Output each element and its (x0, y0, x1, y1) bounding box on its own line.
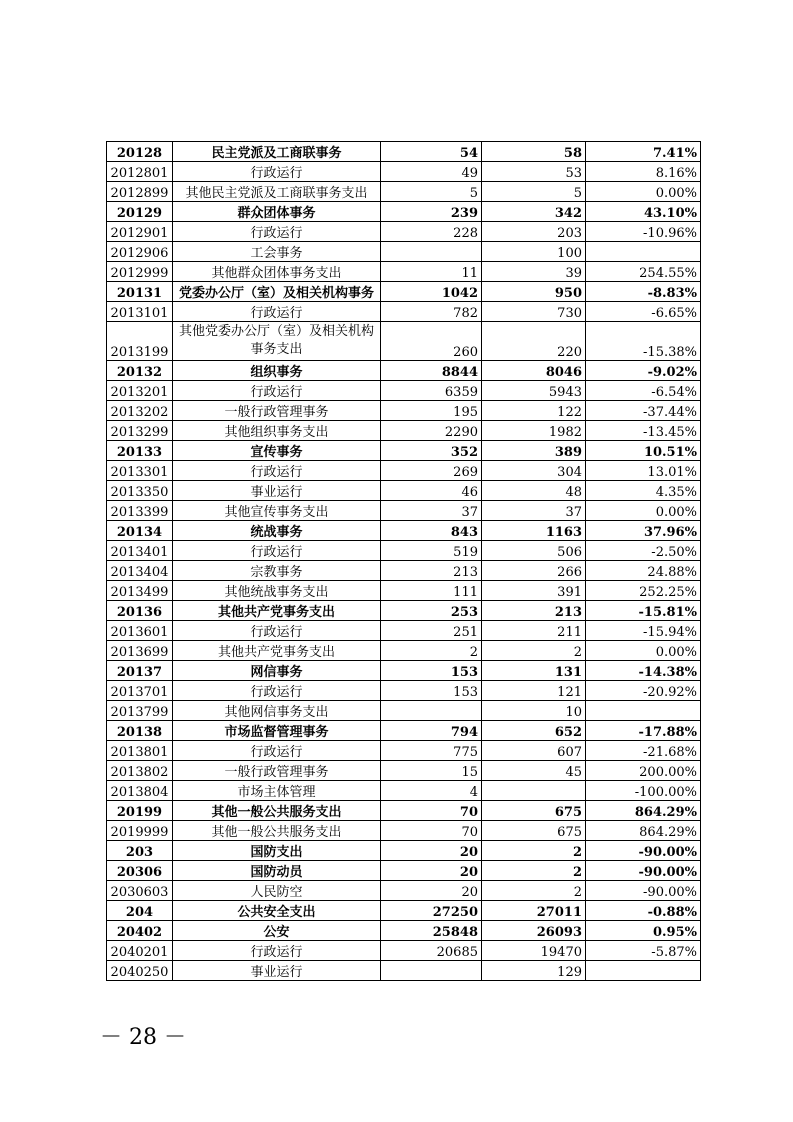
prior-amount-cell: 519 (381, 541, 482, 561)
current-amount-cell: 100 (482, 242, 586, 262)
change-rate-cell: -37.44% (586, 401, 701, 421)
subject-name-cell: 党委办公厅（室）及相关机构事务 (173, 282, 381, 302)
table-row (107, 202, 701, 222)
current-amount-cell: 389 (482, 441, 586, 461)
subject-code-cell: 20128 (107, 142, 173, 162)
current-amount-cell: 26093 (482, 921, 586, 941)
subject-name-cell: 其他党委办公厅（室）及相关机构事务支出 (173, 322, 381, 361)
change-rate-cell: -100.00% (586, 781, 701, 801)
current-amount-cell: 5 (482, 182, 586, 202)
prior-amount-cell: 11 (381, 262, 482, 282)
change-rate-cell: 254.55% (586, 262, 701, 282)
prior-amount-cell: 251 (381, 621, 482, 641)
table-row (107, 421, 701, 441)
prior-amount-cell: 37 (381, 501, 482, 521)
current-amount-cell: 652 (482, 721, 586, 741)
change-rate-cell: 864.29% (586, 801, 701, 821)
prior-amount-cell: 153 (381, 661, 482, 681)
current-amount-cell: 129 (482, 961, 586, 981)
change-rate-cell: -17.88% (586, 721, 701, 741)
table-row (107, 841, 701, 861)
subject-code-cell: 20138 (107, 721, 173, 741)
subject-code-cell: 2013299 (107, 421, 173, 441)
table-row (107, 521, 701, 541)
current-amount-cell: 2 (482, 861, 586, 881)
change-rate-cell: -90.00% (586, 881, 701, 901)
subject-code-cell: 20134 (107, 521, 173, 541)
subject-code-cell: 2013801 (107, 741, 173, 761)
prior-amount-cell: 239 (381, 202, 482, 222)
subject-code-cell: 2013301 (107, 461, 173, 481)
table-row (107, 681, 701, 701)
table-row (107, 701, 701, 721)
prior-amount-cell: 269 (381, 461, 482, 481)
change-rate-cell: -90.00% (586, 861, 701, 881)
current-amount-cell: 730 (482, 302, 586, 322)
table-row (107, 721, 701, 741)
table-row (107, 741, 701, 761)
subject-code-cell: 20133 (107, 441, 173, 461)
change-rate-cell: -9.02% (586, 361, 701, 381)
prior-amount-cell: 253 (381, 601, 482, 621)
subject-code-cell: 2013701 (107, 681, 173, 701)
subject-code-cell: 2019999 (107, 821, 173, 841)
subject-code-cell: 2013199 (107, 322, 173, 361)
change-rate-cell: -6.54% (586, 381, 701, 401)
subject-name-cell: 行政运行 (173, 162, 381, 182)
subject-code-cell: 2013101 (107, 302, 173, 322)
current-amount-cell: 2 (482, 881, 586, 901)
subject-code-cell: 20131 (107, 282, 173, 302)
change-rate-cell: -20.92% (586, 681, 701, 701)
subject-name-cell: 国防支出 (173, 841, 381, 861)
current-amount-cell: 58 (482, 142, 586, 162)
subject-name-cell: 宗教事务 (173, 561, 381, 581)
prior-amount-cell: 25848 (381, 921, 482, 941)
change-rate-cell: -15.81% (586, 601, 701, 621)
table-row (107, 461, 701, 481)
subject-code-cell: 2012899 (107, 182, 173, 202)
change-rate-cell: 0.00% (586, 501, 701, 521)
subject-code-cell: 204 (107, 901, 173, 921)
table-row (107, 621, 701, 641)
prior-amount-cell: 27250 (381, 901, 482, 921)
current-amount-cell: 27011 (482, 901, 586, 921)
change-rate-cell: 200.00% (586, 761, 701, 781)
subject-code-cell: 20129 (107, 202, 173, 222)
subject-name-cell: 工会事务 (173, 242, 381, 262)
subject-code-cell: 2013499 (107, 581, 173, 601)
change-rate-cell: -15.38% (586, 322, 701, 361)
table-row (107, 322, 701, 361)
subject-name-cell: 行政运行 (173, 741, 381, 761)
subject-name-cell: 行政运行 (173, 302, 381, 322)
current-amount-cell: 10 (482, 701, 586, 721)
current-amount-cell: 950 (482, 282, 586, 302)
change-rate-cell: -13.45% (586, 421, 701, 441)
current-amount-cell: 2 (482, 641, 586, 661)
subject-name-cell: 网信事务 (173, 661, 381, 681)
prior-amount-cell: 228 (381, 222, 482, 242)
table-row (107, 901, 701, 921)
subject-code-cell: 2012906 (107, 242, 173, 262)
change-rate-cell: -21.68% (586, 741, 701, 761)
table-row (107, 142, 701, 162)
subject-name-cell: 其他网信事务支出 (173, 701, 381, 721)
subject-name-cell: 市场主体管理 (173, 781, 381, 801)
table-row (107, 581, 701, 601)
subject-name-cell: 公安 (173, 921, 381, 941)
change-rate-cell: -14.38% (586, 661, 701, 681)
prior-amount-cell: 4 (381, 781, 482, 801)
subject-name-cell: 其他共产党事务支出 (173, 641, 381, 661)
subject-name-cell: 行政运行 (173, 381, 381, 401)
prior-amount-cell: 153 (381, 681, 482, 701)
current-amount-cell (482, 781, 586, 801)
subject-name-cell: 行政运行 (173, 681, 381, 701)
prior-amount-cell: 5 (381, 182, 482, 202)
subject-name-cell: 其他民主党派及工商联事务支出 (173, 182, 381, 202)
table-row (107, 441, 701, 461)
page-number: － 28 － (100, 1025, 186, 1050)
change-rate-cell: -5.87% (586, 941, 701, 961)
change-rate-cell: 4.35% (586, 481, 701, 501)
prior-amount-cell (381, 242, 482, 262)
table-row (107, 941, 701, 961)
subject-name-cell: 其他共产党事务支出 (173, 601, 381, 621)
subject-code-cell: 20306 (107, 861, 173, 881)
subject-code-cell: 2013201 (107, 381, 173, 401)
subject-code-cell: 2013350 (107, 481, 173, 501)
change-rate-cell: -90.00% (586, 841, 701, 861)
table-row (107, 242, 701, 262)
prior-amount-cell: 20 (381, 881, 482, 901)
prior-amount-cell: 111 (381, 581, 482, 601)
subject-name-cell: 民主党派及工商联事务 (173, 142, 381, 162)
prior-amount-cell: 54 (381, 142, 482, 162)
current-amount-cell: 675 (482, 801, 586, 821)
table-row (107, 501, 701, 521)
subject-name-cell: 行政运行 (173, 222, 381, 242)
subject-name-cell: 其他群众团体事务支出 (173, 262, 381, 282)
current-amount-cell: 607 (482, 741, 586, 761)
change-rate-cell: -10.96% (586, 222, 701, 242)
table-row (107, 601, 701, 621)
current-amount-cell: 53 (482, 162, 586, 182)
prior-amount-cell: 213 (381, 561, 482, 581)
current-amount-cell: 48 (482, 481, 586, 501)
prior-amount-cell: 15 (381, 761, 482, 781)
prior-amount-cell: 20 (381, 841, 482, 861)
subject-name-cell: 其他组织事务支出 (173, 421, 381, 441)
prior-amount-cell: 2290 (381, 421, 482, 441)
table-row (107, 361, 701, 381)
current-amount-cell: 220 (482, 322, 586, 361)
subject-name-cell: 行政运行 (173, 941, 381, 961)
prior-amount-cell: 843 (381, 521, 482, 541)
prior-amount-cell: 70 (381, 821, 482, 841)
subject-name-cell: 行政运行 (173, 541, 381, 561)
current-amount-cell: 1982 (482, 421, 586, 441)
prior-amount-cell: 8844 (381, 361, 482, 381)
subject-name-cell: 其他一般公共服务支出 (173, 801, 381, 821)
subject-code-cell: 20137 (107, 661, 173, 681)
subject-name-cell: 统战事务 (173, 521, 381, 541)
prior-amount-cell: 49 (381, 162, 482, 182)
subject-code-cell: 2013802 (107, 761, 173, 781)
table-row (107, 262, 701, 282)
prior-amount-cell (381, 701, 482, 721)
subject-name-cell: 公共安全支出 (173, 901, 381, 921)
change-rate-cell: 0.00% (586, 182, 701, 202)
prior-amount-cell (381, 961, 482, 981)
subject-code-cell: 2040250 (107, 961, 173, 981)
table-row (107, 961, 701, 981)
change-rate-cell: -0.88% (586, 901, 701, 921)
subject-name-cell: 事业运行 (173, 481, 381, 501)
change-rate-cell: -6.65% (586, 302, 701, 322)
budget-table (106, 141, 701, 981)
table-row (107, 561, 701, 581)
table-row (107, 801, 701, 821)
current-amount-cell: 2 (482, 841, 586, 861)
change-rate-cell: 7.41% (586, 142, 701, 162)
current-amount-cell: 342 (482, 202, 586, 222)
subject-code-cell: 20136 (107, 601, 173, 621)
change-rate-cell: 43.10% (586, 202, 701, 222)
current-amount-cell: 122 (482, 401, 586, 421)
change-rate-cell: 37.96% (586, 521, 701, 541)
prior-amount-cell: 20 (381, 861, 482, 881)
table-row (107, 162, 701, 182)
table-row (107, 282, 701, 302)
current-amount-cell: 45 (482, 761, 586, 781)
prior-amount-cell: 794 (381, 721, 482, 741)
current-amount-cell: 131 (482, 661, 586, 681)
table-row (107, 541, 701, 561)
subject-code-cell: 2030603 (107, 881, 173, 901)
table-row (107, 182, 701, 202)
subject-code-cell: 2012901 (107, 222, 173, 242)
change-rate-cell (586, 961, 701, 981)
current-amount-cell: 37 (482, 501, 586, 521)
table-row (107, 881, 701, 901)
change-rate-cell: 13.01% (586, 461, 701, 481)
change-rate-cell: 0.00% (586, 641, 701, 661)
current-amount-cell: 266 (482, 561, 586, 581)
subject-name-cell: 一般行政管理事务 (173, 761, 381, 781)
subject-code-cell: 2040201 (107, 941, 173, 961)
prior-amount-cell: 782 (381, 302, 482, 322)
subject-name-cell: 人民防空 (173, 881, 381, 901)
table-row (107, 222, 701, 242)
prior-amount-cell: 1042 (381, 282, 482, 302)
prior-amount-cell: 775 (381, 741, 482, 761)
change-rate-cell: 10.51% (586, 441, 701, 461)
prior-amount-cell: 6359 (381, 381, 482, 401)
change-rate-cell: 864.29% (586, 821, 701, 841)
subject-code-cell: 2013401 (107, 541, 173, 561)
current-amount-cell: 5943 (482, 381, 586, 401)
table-row (107, 302, 701, 322)
subject-code-cell: 20199 (107, 801, 173, 821)
subject-name-cell: 群众团体事务 (173, 202, 381, 222)
table-row (107, 761, 701, 781)
current-amount-cell: 675 (482, 821, 586, 841)
subject-code-cell: 2012801 (107, 162, 173, 182)
subject-code-cell: 203 (107, 841, 173, 861)
current-amount-cell: 19470 (482, 941, 586, 961)
change-rate-cell: 24.88% (586, 561, 701, 581)
change-rate-cell: -8.83% (586, 282, 701, 302)
subject-name-cell: 事业运行 (173, 961, 381, 981)
prior-amount-cell: 70 (381, 801, 482, 821)
change-rate-cell: 8.16% (586, 162, 701, 182)
prior-amount-cell: 2 (381, 641, 482, 661)
prior-amount-cell: 352 (381, 441, 482, 461)
table-row (107, 401, 701, 421)
table-row (107, 381, 701, 401)
current-amount-cell: 8046 (482, 361, 586, 381)
subject-code-cell: 2013699 (107, 641, 173, 661)
current-amount-cell: 506 (482, 541, 586, 561)
prior-amount-cell: 20685 (381, 941, 482, 961)
current-amount-cell: 39 (482, 262, 586, 282)
subject-code-cell: 2013399 (107, 501, 173, 521)
current-amount-cell: 211 (482, 621, 586, 641)
prior-amount-cell: 260 (381, 322, 482, 361)
current-amount-cell: 391 (482, 581, 586, 601)
current-amount-cell: 213 (482, 601, 586, 621)
table-row (107, 481, 701, 501)
subject-name-cell: 组织事务 (173, 361, 381, 381)
subject-code-cell: 2013404 (107, 561, 173, 581)
subject-name-cell: 国防动员 (173, 861, 381, 881)
change-rate-cell: -15.94% (586, 621, 701, 641)
change-rate-cell: 0.95% (586, 921, 701, 941)
subject-name-cell: 行政运行 (173, 621, 381, 641)
table-row (107, 641, 701, 661)
subject-name-cell: 市场监督管理事务 (173, 721, 381, 741)
subject-name-cell: 一般行政管理事务 (173, 401, 381, 421)
subject-code-cell: 2013799 (107, 701, 173, 721)
subject-name-cell: 行政运行 (173, 461, 381, 481)
table-body (107, 142, 701, 981)
current-amount-cell: 304 (482, 461, 586, 481)
subject-code-cell: 2012999 (107, 262, 173, 282)
current-amount-cell: 121 (482, 681, 586, 701)
prior-amount-cell: 46 (381, 481, 482, 501)
table-row (107, 661, 701, 681)
subject-name-cell: 其他宣传事务支出 (173, 501, 381, 521)
change-rate-cell: 252.25% (586, 581, 701, 601)
table-row (107, 921, 701, 941)
table-row (107, 821, 701, 841)
subject-name-cell: 宣传事务 (173, 441, 381, 461)
current-amount-cell: 1163 (482, 521, 586, 541)
table-row (107, 781, 701, 801)
subject-code-cell: 2013202 (107, 401, 173, 421)
change-rate-cell: -2.50% (586, 541, 701, 561)
subject-code-cell: 2013601 (107, 621, 173, 641)
change-rate-cell (586, 242, 701, 262)
subject-code-cell: 20132 (107, 361, 173, 381)
subject-code-cell: 20402 (107, 921, 173, 941)
change-rate-cell (586, 701, 701, 721)
current-amount-cell: 203 (482, 222, 586, 242)
subject-name-cell: 其他一般公共服务支出 (173, 821, 381, 841)
subject-name-cell: 其他统战事务支出 (173, 581, 381, 601)
prior-amount-cell: 195 (381, 401, 482, 421)
table-row (107, 861, 701, 881)
subject-code-cell: 2013804 (107, 781, 173, 801)
